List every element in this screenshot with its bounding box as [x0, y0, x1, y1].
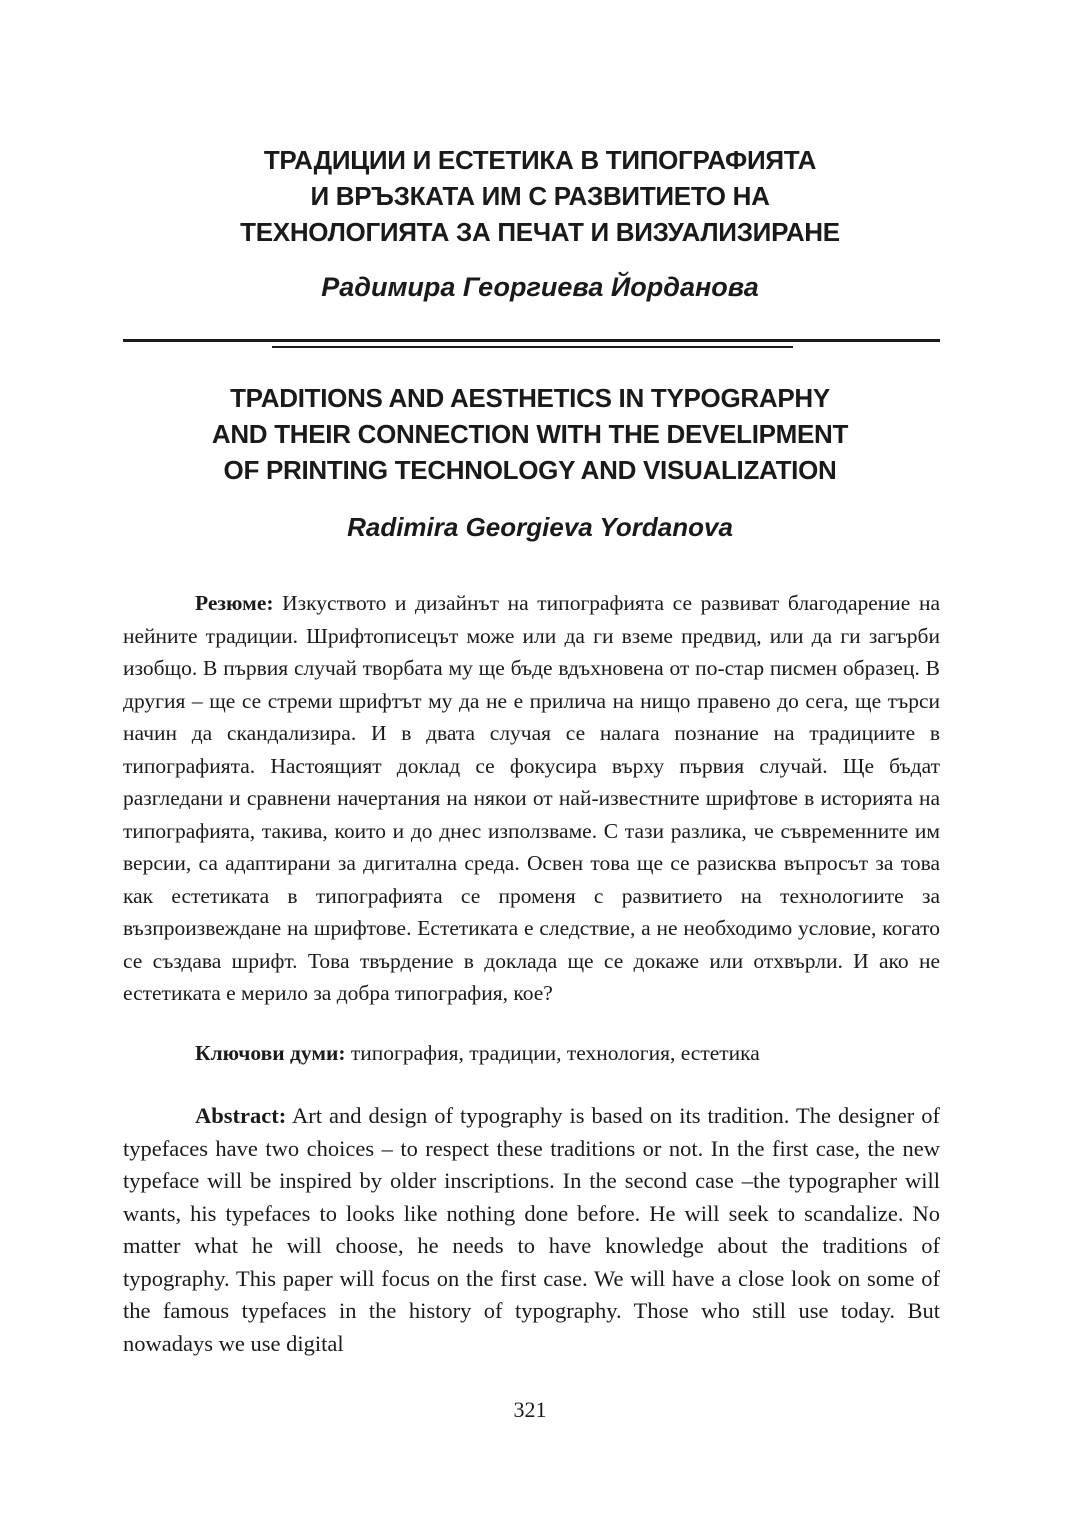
abstract-bg-text: Изкуството и дизайнът на типографията се развиват благодарение на нейните традиции. Шрифтописецът може или да ги вземе предвид, или да ги загърби изобщо. В първия случай творбата му ще бъде вдъхновена от по-стар писмен образец. В другия – ще се стреми шрифтът му да не е прилича на нищо правено до сега, ще търси начин да скандализира. И в двата случая се налага познание на традициите в типографията. Настоящият доклад се фокусира върху първия случай. Ще бъдат разгледани и сравнени начертания на някои от най-известните шрифтове в историята на типографията, такива, които и до днес използваме. С тази разлика, че съвременните им версии, са адаптирани за дигитална среда. Освен това ще се разисква въпросът за това как естетиката в типографията се променя с развитието на технологиите за възпроизвеждане на шрифтове. Естетиката е следствие, а не необходимо условие, когато се създава шрифт. Това твърдение в доклада ще се докаже или отхвърли. И ако не естетиката е мерило за добра типография, кое?	[123, 591, 940, 1005]
abstract-bulgarian	[123, 587, 940, 1010]
title-bg-line: ТЕХНОЛОГИЯТА ЗА ПЕЧАТ И ВИЗУАЛИЗИРАНЕ	[240, 217, 840, 247]
title-en-line: AND THEIR CONNECTION WITH THE DEVELIPMENT	[211, 419, 849, 449]
abstract-en-label: Abstract:	[195, 1103, 287, 1128]
abstract-bg-label: Резюме:	[195, 591, 274, 615]
title-bulgarian	[150, 142, 930, 250]
page-number: 321	[513, 1397, 547, 1422]
abstract-en-text: Art and design of typography is based on its tradition. The designer of typefaces have two choices – to respect these traditions or not. In the first case, the new typeface will be inspired by older inscriptions. In the second case –the typographer will wants, his typefaces to looks like nothing done before. He will seek to scandalize. No matter what he will choose, he needs to have knowledge about the traditions of typography. This paper will focus on the first case. We will have a close look on some of the famous typefaces in the history of typography. Those who still use today. But nowadays we use digital	[123, 1103, 940, 1356]
title-bg-line: И ВРЪЗКАТА ИМ С РАЗВИТИЕТО НА	[310, 181, 770, 211]
title-english	[120, 380, 940, 488]
title-en-line: TPADITIONS AND AESTHETICS IN TYPOGRAPHY	[230, 383, 830, 413]
divider-short	[272, 346, 793, 348]
title-en-line: OF PRINTING TECHNOLOGY AND VISUALIZATION	[223, 455, 837, 485]
keywords-text: типография, традиции, технология, естетика	[345, 1041, 760, 1065]
author-bulgarian: Радимира Георгиева Йорданова	[321, 272, 759, 302]
title-bg-line: ТРАДИЦИИ И ЕСТЕТИКА В ТИПОГРАФИЯТА	[263, 145, 817, 175]
divider-long	[123, 339, 940, 342]
abstract-english	[123, 1100, 940, 1360]
keywords-label: Ключови думи:	[195, 1041, 346, 1065]
author-english: Radimira Georgieva Yordanova	[347, 512, 733, 542]
keywords-bulgarian	[123, 1037, 940, 1070]
